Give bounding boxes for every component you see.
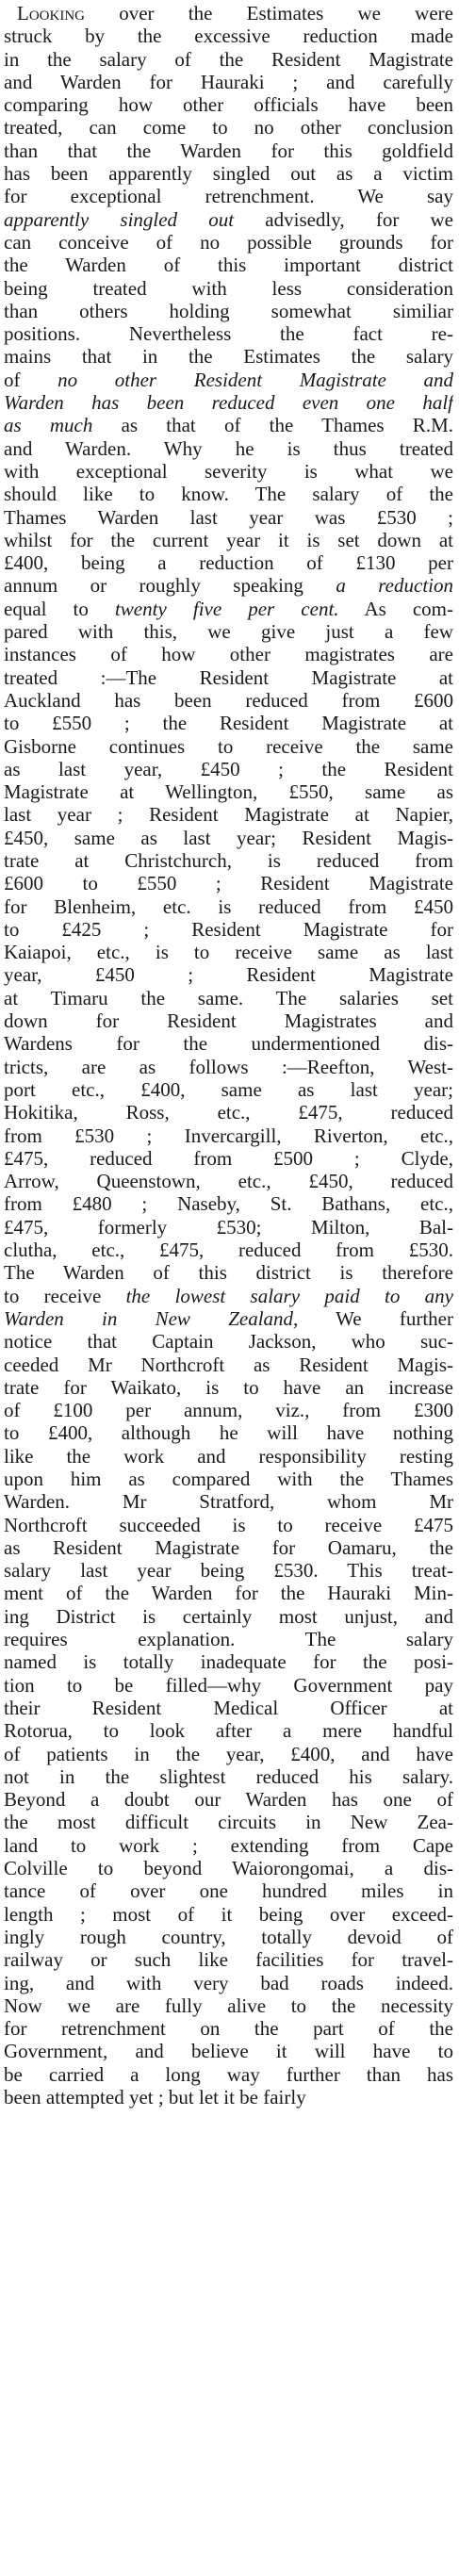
text-segment: Rotorua, to look after a mere handful	[4, 1719, 453, 1743]
text-line	[4, 1170, 453, 1192]
text-line	[4, 483, 453, 505]
text-line	[4, 1354, 453, 1376]
text-segment: Colville to beyond Waiorongomai, a dis-	[4, 1857, 453, 1880]
text-segment: tion to be filled—why Government pay	[4, 1673, 453, 1697]
text-line	[4, 2017, 453, 2040]
text-segment: advisedly, for we	[234, 207, 453, 231]
text-line	[4, 1490, 453, 1513]
text-segment: tricts, are as follows :—Reefton, West-	[4, 1055, 453, 1078]
text-segment: Gisborne continues to receive the same	[4, 734, 453, 758]
text-segment: trate for Waikato, is to have an increase	[4, 1375, 453, 1399]
text-segment: their Resident Medical Officer at	[4, 1696, 453, 1719]
text-segment: as Resident Magistrate for Oamaru, the	[4, 1535, 453, 1559]
text-segment: Magistrate at Wellington, £550, same as	[4, 780, 453, 804]
text-segment: named is totally inadequate for the posi-	[4, 1650, 453, 1674]
text-segment: should like to know. The salary of the	[4, 483, 453, 506]
text-segment: salary last year being £530. This treat-	[4, 1559, 453, 1583]
text-segment: to receive	[4, 1284, 126, 1307]
text-line	[4, 2086, 453, 2108]
text-segment: length ; most of it being over exceed-	[4, 1902, 453, 1926]
text-segment: a reduction	[336, 574, 453, 598]
text-line	[4, 1330, 453, 1353]
text-segment: The Warden of this district is therefore	[4, 1261, 453, 1285]
text-line	[4, 1674, 453, 1697]
text-line	[4, 529, 453, 551]
text-line	[4, 735, 453, 758]
text-segment: trate at Christchurch, is reduced from	[4, 848, 453, 872]
text-line	[4, 1056, 453, 1078]
text-segment: ing District is certainly most unjust, and	[4, 1604, 453, 1628]
text-line	[4, 162, 453, 185]
text-line	[4, 666, 453, 689]
text-segment: as that of the Thames R.M.	[92, 414, 453, 437]
text-segment: than that the Warden for this goldfield	[4, 139, 453, 162]
text-line	[4, 1879, 453, 1902]
text-line	[4, 185, 453, 207]
text-line	[4, 1972, 453, 1994]
text-line	[4, 1307, 453, 1330]
text-segment: positions. Nevertheless the fact re-	[4, 322, 453, 346]
text-segment: being treated with less consideration	[4, 276, 453, 300]
text-segment: with exceptional severity is what we	[4, 459, 453, 483]
text-line	[4, 369, 453, 391]
text-segment: whilst for the current year it is set down at	[4, 528, 453, 551]
text-line	[4, 551, 453, 574]
text-segment: ing, and with very bad roads indeed.	[4, 1971, 453, 1994]
text-segment: as last year, £450 ; the Resident	[4, 757, 453, 780]
text-segment: to £425 ; Resident Magistrate for	[4, 917, 453, 941]
text-segment: Now we are fully alive to the necessity	[4, 1994, 453, 2017]
text-segment: £475, formerly £530; Milton, Bal-	[4, 1215, 453, 1239]
text-line	[4, 1216, 453, 1239]
text-segment: over the Estimates we were	[85, 2, 453, 25]
text-line	[4, 460, 453, 483]
text-line	[4, 437, 453, 460]
text-line	[4, 1605, 453, 1628]
text-line	[4, 1536, 453, 1559]
text-line	[4, 1765, 453, 1788]
text-segment: has been apparently singled out as a victim	[4, 162, 453, 186]
text-segment: can conceive of no possible grounds for	[4, 230, 453, 254]
text-line	[4, 1857, 453, 1879]
text-segment: comparing how other officials have been	[4, 93, 453, 117]
text-segment: Wardens for the undermentioned dis-	[4, 1032, 453, 1056]
text-segment: to £400, although he will have nothing	[4, 1421, 453, 1445]
text-line	[4, 93, 453, 116]
text-segment: no other Resident Magistrate and	[57, 368, 453, 391]
text-segment: As com-	[338, 597, 453, 620]
text-segment: for exceptional retrenchment. We say	[4, 185, 453, 208]
text-segment: the lowest salary paid to any	[125, 1284, 453, 1307]
text-segment: railway or such like facilities for travel-	[4, 1948, 453, 1972]
text-segment: £400, being a reduction of £130 per	[4, 551, 453, 575]
text-line	[4, 1147, 453, 1170]
text-segment: instances of how other magistrates are	[4, 643, 453, 666]
text-line	[4, 827, 453, 849]
text-segment: from £480 ; Naseby, St. Bathans, etc.,	[4, 1192, 453, 1216]
text-line	[4, 1399, 453, 1421]
text-line	[4, 895, 453, 918]
text-segment: We further	[298, 1306, 453, 1330]
text-line	[4, 1445, 453, 1468]
text-segment: Northcroft succeeded is to receive £475	[4, 1513, 453, 1536]
text-segment: like the work and responsibility resting	[4, 1444, 453, 1468]
text-segment: pared with this, we give just a few	[4, 620, 453, 644]
text-segment: than others holding somewhat similiar	[4, 299, 453, 322]
text-segment: the most difficult circuits in New Zea-	[4, 1811, 453, 1834]
text-segment: requires explanation. The salary	[4, 1628, 453, 1651]
text-line	[4, 1926, 453, 1948]
text-line	[4, 139, 453, 162]
text-line	[4, 2, 453, 25]
text-segment: land to work ; extending from Cape	[4, 1833, 453, 1857]
text-segment: upon him as compared with the Thames	[4, 1468, 453, 1490]
text-segment: ceeded Mr Northcroft as Resident Magis-	[4, 1353, 453, 1376]
text-line	[4, 116, 453, 139]
text-line	[4, 1948, 453, 1971]
text-segment: the Warden of this important district	[4, 254, 453, 277]
text-line	[4, 1697, 453, 1719]
text-segment: treated, can come to no other conclusion	[4, 116, 453, 139]
text-segment: at Timaru the same. The salaries set	[4, 986, 453, 1009]
text-segment: year, £450 ; Resident Magistrate	[4, 963, 453, 987]
text-line	[4, 322, 453, 345]
text-segment: Warden in New Zealand,	[4, 1306, 299, 1330]
text-segment: from £530 ; Invercargill, Riverton, etc.,	[4, 1124, 453, 1147]
text-segment: Kaiapoi, etc., is to receive same as last	[4, 941, 453, 964]
text-segment: as much	[4, 414, 93, 437]
text-line	[4, 1719, 453, 1742]
text-line	[4, 1582, 453, 1604]
text-line	[4, 1376, 453, 1399]
text-line	[4, 1468, 453, 1490]
text-line	[4, 1559, 453, 1582]
text-line	[4, 2040, 453, 2062]
text-line	[4, 1811, 453, 1833]
text-segment: treated :—The Resident Magistrate at	[4, 665, 453, 689]
text-segment: last year ; Resident Magistrate at Napier,	[4, 803, 453, 827]
text-line	[4, 963, 453, 986]
text-line	[4, 231, 453, 254]
text-line	[4, 598, 453, 620]
text-line	[4, 1192, 453, 1215]
text-line	[4, 1903, 453, 1926]
text-segment: £450, same as last year; Resident Magis-	[4, 826, 453, 849]
text-segment: clutha, etc., £475, reduced from £530.	[4, 1239, 453, 1262]
text-segment: apparently singled out	[4, 207, 235, 231]
text-segment: Warden. Mr Stratford, whom Mr	[4, 1490, 453, 1514]
text-segment: Government, and believe it will have to	[4, 2040, 453, 2063]
text-segment: Warden has been reduced even one half	[4, 391, 453, 415]
text-line	[4, 918, 453, 941]
text-segment: Thames Warden last year was £530 ;	[4, 505, 453, 529]
text-segment: Auckland has been reduced from £600	[4, 688, 453, 712]
text-segment: been attempted yet ; but let it be fairly	[4, 2086, 306, 2109]
text-segment: mains that in the Estimates the salary	[4, 345, 453, 369]
text-line	[4, 208, 453, 231]
text-line	[4, 300, 453, 322]
text-line	[4, 506, 453, 529]
text-segment: ment of the Warden for the Hauraki Min-	[4, 1582, 453, 1605]
text-segment: notice that Captain Jackson, who suc-	[4, 1330, 453, 1354]
text-segment: Arrow, Queenstown, etc., £450, reduced	[4, 1170, 453, 1193]
text-line	[4, 1009, 453, 1032]
text-line	[4, 1078, 453, 1101]
text-line	[4, 48, 453, 71]
text-line	[4, 1261, 453, 1284]
text-line	[4, 1788, 453, 1811]
text-line	[4, 1628, 453, 1650]
text-line	[4, 254, 453, 276]
text-segment: not in the slightest reduced his salary.	[4, 1764, 453, 1788]
text-segment: Beyond a doubt our Warden has one of	[4, 1788, 453, 1812]
text-segment: in the salary of the Resident Magistrate	[4, 47, 453, 71]
text-line	[4, 574, 453, 597]
text-line	[4, 1421, 453, 1444]
text-line	[4, 25, 453, 47]
text-line	[4, 872, 453, 894]
text-segment: to £550 ; the Resident Magistrate at	[4, 712, 453, 735]
text-segment: and Warden. Why he is thus treated	[4, 436, 453, 460]
text-line	[4, 620, 453, 643]
text-segment: equal to	[4, 597, 115, 620]
text-line	[4, 1101, 453, 1124]
text-line	[4, 987, 453, 1009]
text-line	[4, 712, 453, 734]
text-segment: be carried a long way further than has	[4, 2062, 453, 2086]
text-line	[4, 758, 453, 780]
text-line	[4, 1239, 453, 1261]
text-segment: for retrenchment on the part of the	[4, 2017, 453, 2041]
text-line	[4, 1834, 453, 1857]
text-segment: of	[4, 368, 58, 391]
text-line	[4, 414, 453, 436]
text-line	[4, 1650, 453, 1673]
text-line	[4, 780, 453, 803]
text-segment: and Warden for Hauraki ; and carefully	[4, 70, 453, 93]
text-line	[4, 277, 453, 300]
text-segment: struck by the excessive reduction made	[4, 25, 453, 48]
text-segment: £475, reduced from £500 ; Clyde,	[4, 1146, 453, 1170]
text-line	[4, 689, 453, 712]
text-segment: of patients in the year, £400, and have	[4, 1742, 453, 1765]
text-segment: twenty five per cent.	[114, 597, 339, 620]
text-line	[4, 1285, 453, 1307]
text-line	[4, 849, 453, 872]
text-line	[4, 1743, 453, 1765]
text-segment: £600 to £550 ; Resident Magistrate	[4, 872, 453, 895]
text-line	[4, 391, 453, 414]
text-line	[4, 71, 453, 93]
text-segment: ingly rough country, totally devoid of	[4, 1925, 453, 1948]
text-line	[4, 1994, 453, 2017]
text-segment: of £100 per annum, viz., from £300	[4, 1399, 453, 1422]
text-segment: for Blenheim, etc. is reduced from £450	[4, 894, 453, 918]
text-segment: down for Resident Magistrates and	[4, 1009, 453, 1033]
text-line	[4, 1514, 453, 1536]
text-line	[4, 803, 453, 826]
text-segment: annum or roughly speaking	[4, 574, 336, 598]
text-line	[4, 643, 453, 665]
text-segment: tance of over one hundred miles in	[4, 1879, 453, 1903]
text-line	[4, 2063, 453, 2086]
text-segment: Looking	[17, 2, 85, 25]
text-line	[4, 941, 453, 963]
text-segment: port etc., £400, same as last year;	[4, 1077, 453, 1101]
text-line	[4, 1032, 453, 1055]
text-line	[4, 1124, 453, 1147]
text-line	[4, 345, 453, 368]
text-segment: Hokitika, Ross, etc., £475, reduced	[4, 1101, 453, 1124]
